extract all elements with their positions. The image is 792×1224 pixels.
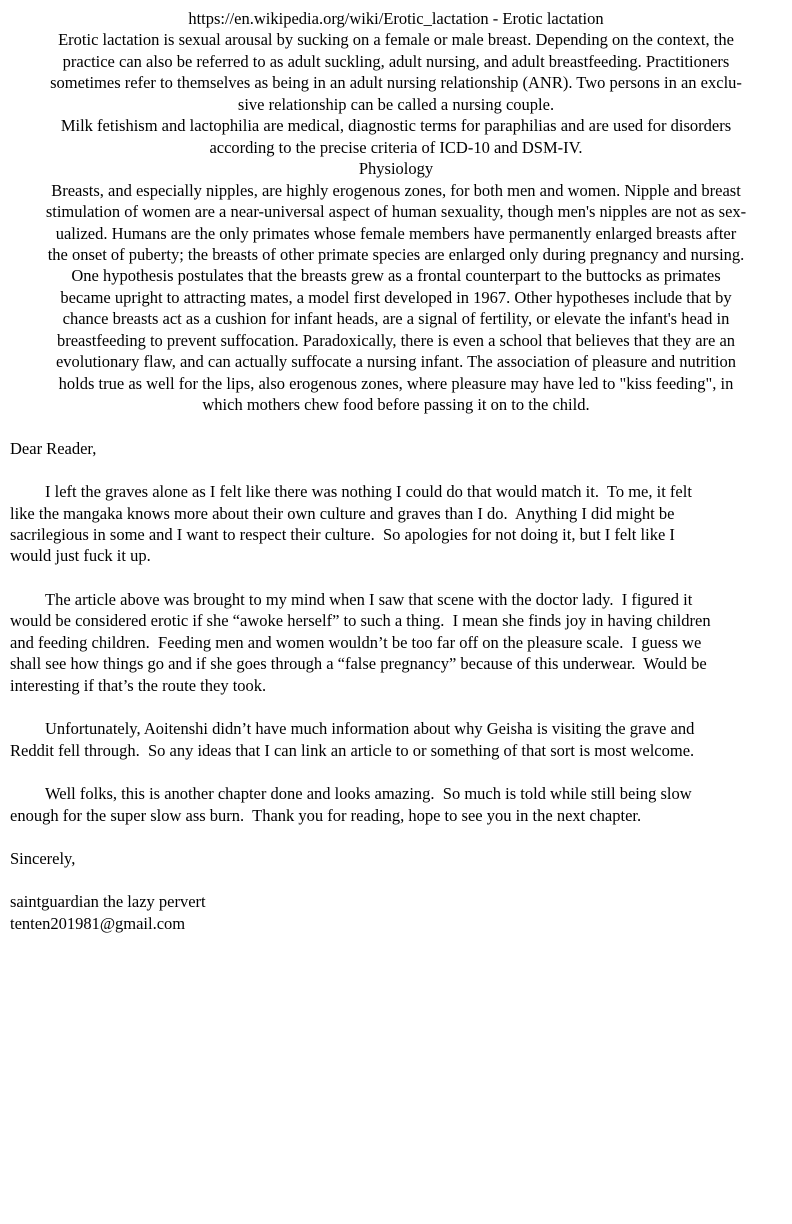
letter-paragraph-graves: [10, 481, 778, 567]
wiki-paragraph-physiology: [0, 180, 792, 266]
text-line: Erotic lactation is sexual arousal by sucking on a female or male breast. Depending on the context, the: [58, 30, 734, 50]
text-line: Well folks, this is another chapter done and looks amazing. So much is told while still being slow: [45, 784, 692, 804]
text-line: enough for the super slow ass burn. Thank you for reading, hope to see you in the next chapter.: [10, 805, 642, 825]
letter-paragraph-thanks: [10, 783, 778, 826]
text-line: became upright to attracting mates, a model first developed in 1967. Other hypotheses include that by: [60, 287, 732, 307]
text-line: Milk fetishism and lactophilia are medical, diagnostic terms for paraphilias and are used for disorders: [60, 116, 732, 136]
text-line: saintguardian the lazy pervert: [10, 892, 206, 912]
text-line: One hypothesis postulates that the breasts grew as a frontal counterpart to the buttocks as primates: [71, 266, 721, 286]
letter-paragraph-article: [10, 589, 778, 696]
text-line: Unfortunately, Aoitenshi didn’t have much information about why Geisha is visiting the grave and: [45, 719, 695, 739]
text-line: which mothers chew food before passing it on to the child.: [202, 395, 590, 415]
salutation-line: Dear Reader,: [10, 438, 97, 458]
text-line: sacrilegious in some and I want to respect their culture. So apologies for not doing it, but I felt like I: [10, 524, 675, 544]
text-line: and feeding children. Feeding men and women wouldn’t be too far off on the pleasure scale. I guess we: [10, 632, 702, 652]
text-line: would just fuck it up.: [10, 546, 151, 566]
text-line: breastfeeding to prevent suffocation. Paradoxically, there is even a school that believes that they are an: [56, 330, 736, 350]
wiki-paragraph-hypothesis: [0, 265, 792, 415]
text-line: Reddit fell through. So any ideas that I can link an article to or something of that sort is most welcome.: [10, 740, 695, 760]
text-line: I left the graves alone as I felt like there was nothing I could do that would match it. To me, it felt: [45, 482, 692, 502]
text-line: Breasts, and especially nipples, are highly erogenous zones, for both men and women. Nipple and breast: [51, 180, 741, 200]
text-line: sometimes refer to themselves as being in an adult nursing relationship (ANR). Two persons in an exclu-: [50, 73, 742, 93]
text-line: practice can also be referred to as adult suckling, adult nursing, and adult breastfeeding. Practitioners: [62, 51, 730, 71]
text-line: would be considered erotic if she “awoke herself” to such a thing. I mean she finds joy in having children: [10, 611, 711, 631]
text-line: ualized. Humans are the only primates whose female members have permanently enlarged breasts after: [55, 223, 737, 243]
text-line: The article above was brought to my mind when I saw that scene with the doctor lady. I figured it: [45, 589, 693, 609]
text-line: evolutionary flaw, and can actually suffocate a nursing infant. The association of pleasure and nutrition: [55, 352, 737, 372]
text-line: tenten201981@gmail.com: [10, 913, 186, 933]
text-line: according to the precise criteria of ICD-10 and DSM-IV.: [209, 137, 583, 157]
text-line: chance breasts act as a cushion for infant heads, are a signal of fertility, or elevate the infant's head in: [62, 309, 730, 329]
text-line: stimulation of women are a near-universal aspect of human sexuality, though men's nipples are not as sex-: [45, 202, 747, 222]
wiki-paragraph-terms: [0, 115, 792, 158]
reader-letter: [0, 438, 792, 935]
text-line: like the mangaka knows more about their own culture and graves than I do. Anything I did might be: [10, 503, 675, 523]
wiki-url-title-line: https://en.wikipedia.org/wiki/Erotic_lactation - Erotic lactation: [188, 9, 604, 28]
closing-line: Sincerely,: [10, 848, 76, 868]
wiki-excerpt: [0, 8, 792, 416]
text-line: shall see how things go and if she goes through a “false pregnancy” because of this underwear. Would be: [10, 654, 707, 674]
text-line: holds true as well for the lips, also erogenous zones, where pleasure may have led to "kiss feeding", in: [58, 373, 734, 393]
letter-paragraph-sources: [10, 718, 778, 761]
text-line: interesting if that’s the route they took.: [10, 675, 267, 695]
signature-block: [10, 891, 778, 934]
text-line: sive relationship can be called a nursing couple.: [237, 94, 555, 114]
text-line: the onset of puberty; the breasts of other primate species are enlarged only during pregnancy and nursing.: [47, 244, 745, 264]
wiki-paragraph-intro: [0, 29, 792, 115]
physiology-heading: Physiology: [358, 159, 434, 179]
